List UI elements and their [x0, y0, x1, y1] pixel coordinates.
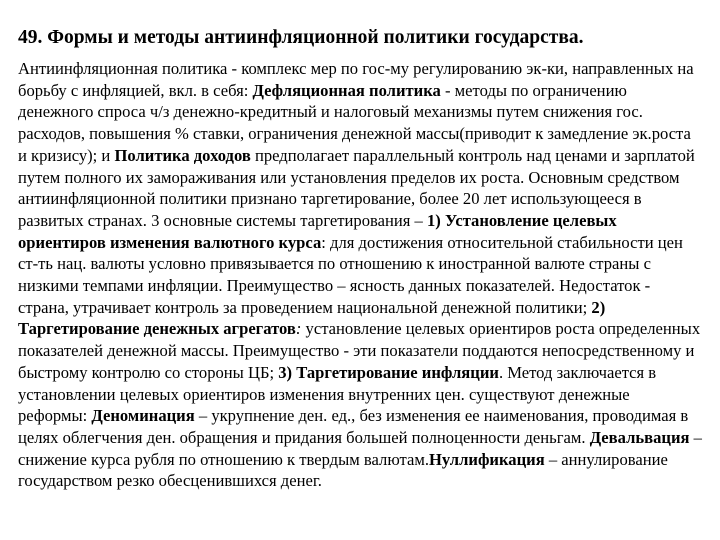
text-segment: . Метод заключается в установлении целевых ориентиров изменения внутренних цен. существуют денежные реформы: — [18, 362, 657, 426]
term-nullification: Нуллификация — [428, 449, 545, 469]
text-segment: : — [295, 319, 302, 339]
text-segment: предполагает параллельный контроль над ценами и зарплатой путем полного их замораживания или установления пределов их роста. Основным средством антиинфляционной политики признано таргетирование, более 20 лет использующееся в развитых странах. 3 основные системы таргетирования – — [18, 145, 695, 230]
term-monetary-aggregates-targeting: 2) Таргетирование денежных агрегатов — [18, 297, 606, 339]
text-segment: : для достижения относительной стабильности цен ст-ть нац. валюты условно привязывается по отношению к иностранной валюте страны с низкими темпами инфляции. Преимущество – ясность данных показателей. Недостаток - страна, утрачивает контроль за проведением национальной денежной политики; — [18, 232, 683, 317]
text-segment: – снижение курса рубля по отношению к твердым валютам. — [18, 427, 702, 469]
term-inflation-targeting: 3) Таргетирование инфляции — [278, 362, 499, 382]
text-segment: Антиинфляционная политика - комплекс мер по гос-му регулированию эк-ки, направленных на борьбу с инфляцией, вкл. в себя: — [18, 59, 694, 100]
term-deflationary-policy: Дефляционная политика — [252, 80, 441, 100]
page-title: 49. Формы и методы антиинфляционной политики государства. — [18, 27, 584, 48]
text-segment: – укрупнение ден. ед., без изменения ее наименования, проводимая в целях облегчения ден. обращения и придания большей полноценности деньгам. — [18, 406, 689, 447]
term-denomination: Деноминация — [91, 406, 195, 426]
body-paragraph — [18, 58, 702, 492]
text-segment: – аннулирование государством резко обесценившихся денег. — [18, 449, 668, 491]
term-exchange-rate-targeting: 1) Установление целевых ориентиров изменения валютного курса — [18, 210, 617, 252]
term-income-policy: Политика доходов — [114, 145, 251, 165]
term-devaluation: Девальвация — [589, 427, 690, 447]
text-segment: - методы по ограничению денежного спроса ч/з денежно-кредитный и налоговый механизмы путем снижения гос. расходов, повышения % ставки, ограничения денежной массы(приводит к замедление эк.роста и кризису); и — [18, 80, 691, 165]
text-segment: установление целевых ориентиров роста определенных показателей денежной массы. Преимущество - эти показатели поддаются непосредственному и быстрому контролю со стороны ЦБ; — [18, 319, 701, 382]
